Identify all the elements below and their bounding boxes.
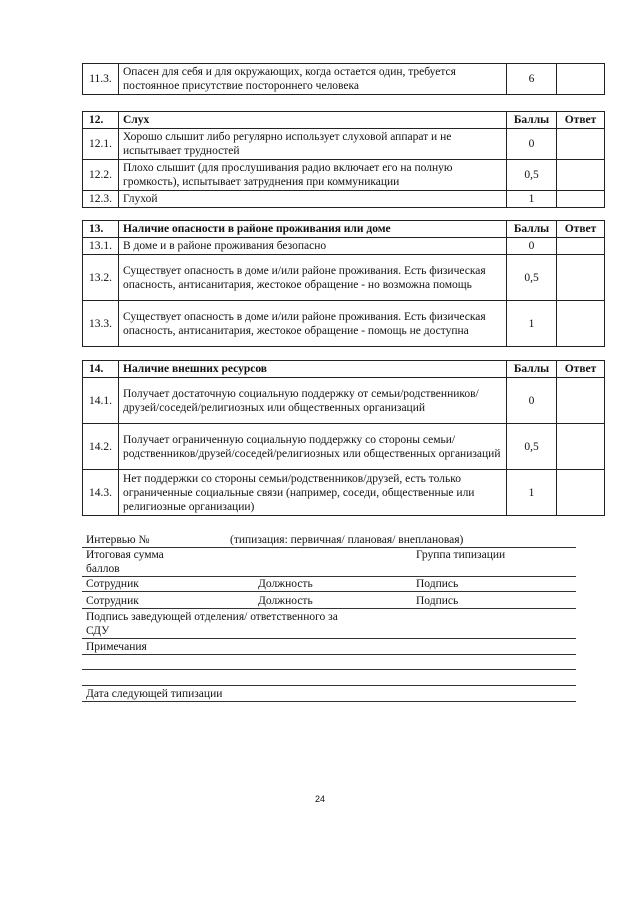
section-11-table — [82, 63, 605, 95]
next-date-label: Дата следующей типизации — [86, 688, 223, 700]
section-12-table — [82, 111, 605, 208]
typing-group-label: Группа типизации — [416, 549, 506, 561]
total-score-line — [82, 548, 576, 577]
table-row — [83, 424, 605, 470]
row-answer — [557, 255, 605, 301]
total-score-label-1: Итоговая сумма — [86, 549, 164, 561]
row-number: 14.3. — [83, 470, 119, 516]
notes-label: Примечания — [86, 641, 147, 653]
table-row — [83, 301, 605, 347]
page-number: 24 — [314, 794, 325, 804]
table-header-row — [83, 112, 605, 129]
row-number: 13.3. — [83, 301, 119, 347]
row-score: 0 — [507, 129, 557, 160]
row-text: Существует опасность в доме и/или районе проживания. Есть физическая опасность, антисанитария, жестокое обращение - но возможна помощь — [119, 255, 507, 301]
row-number: 13.1. — [83, 238, 119, 255]
row-score: 0 — [507, 238, 557, 255]
table-row — [83, 129, 605, 160]
employee-line-1 — [82, 577, 576, 592]
section-number: 12. — [83, 112, 119, 129]
row-score: 0 — [507, 378, 557, 424]
row-score: 1 — [507, 301, 557, 347]
interview-label: Интервью № — [86, 534, 150, 546]
head-signature-label-1: Подпись заведующей отделения/ ответственного за — [86, 611, 338, 623]
score-header: Баллы — [507, 361, 557, 378]
row-answer — [557, 424, 605, 470]
table-row — [83, 378, 605, 424]
row-text: Глухой — [119, 191, 507, 208]
section-13-table — [82, 220, 605, 347]
table-row — [83, 470, 605, 516]
row-number: 12.1. — [83, 129, 119, 160]
section-title: Слух — [119, 112, 507, 129]
row-score: 0,5 — [507, 424, 557, 470]
row-text: Существует опасность в доме и/или районе проживания. Есть физическая опасность, антисанитария, жестокое обращение - помощь не доступна — [119, 301, 507, 347]
employee-line-2 — [82, 594, 576, 609]
row-answer — [557, 238, 605, 255]
row-score: 1 — [507, 470, 557, 516]
row-text: В доме и в районе проживания безопасно — [119, 238, 507, 255]
section-title: Наличие опасности в районе проживания или доме — [119, 221, 507, 238]
signature-label: Подпись — [416, 595, 459, 607]
row-number: 12.2. — [83, 160, 119, 191]
answer-header: Ответ — [557, 361, 605, 378]
table-header-row — [83, 221, 605, 238]
row-answer — [557, 160, 605, 191]
row-score: 0,5 — [507, 160, 557, 191]
row-answer — [557, 301, 605, 347]
signature-label: Подпись — [416, 578, 459, 590]
position-label: Должность — [258, 595, 313, 607]
table-header-row — [83, 361, 605, 378]
next-date-line — [82, 687, 576, 702]
table-row — [83, 255, 605, 301]
row-score: 1 — [507, 191, 557, 208]
row-score: 6 — [507, 64, 557, 95]
employee-label: Сотрудник — [86, 578, 139, 590]
section-title: Наличие внешних ресурсов — [119, 361, 507, 378]
row-answer — [557, 64, 605, 95]
row-score: 0,5 — [507, 255, 557, 301]
score-header: Баллы — [507, 221, 557, 238]
row-number: 11.3. — [83, 64, 119, 95]
row-answer — [557, 470, 605, 516]
table-row — [83, 160, 605, 191]
row-text: Нет поддержки со стороны семьи/родственников/друзей, есть только ограниченные социальные связи (например, соседи, общественные или религиозные организации) — [119, 470, 507, 516]
section-14-table — [82, 360, 605, 516]
row-number: 14.2. — [83, 424, 119, 470]
total-score-label-2: баллов — [86, 563, 120, 575]
row-text: Опасен для себя и для окружающих, когда остается один, требуется постоянное присутствие постороннего человека — [119, 64, 507, 95]
section-number: 13. — [83, 221, 119, 238]
head-signature-label-2: СДУ — [86, 625, 110, 637]
row-text: Плохо слышит (для прослушивания радио включает его на полную громкость), испытывает затруднения при коммуникации — [119, 160, 507, 191]
answer-header: Ответ — [557, 221, 605, 238]
notes-line — [82, 640, 576, 655]
section-number: 14. — [83, 361, 119, 378]
row-number: 13.2. — [83, 255, 119, 301]
row-number: 14.1. — [83, 378, 119, 424]
answer-header: Ответ — [557, 112, 605, 129]
employee-label: Сотрудник — [86, 595, 139, 607]
head-signature-line — [82, 610, 576, 639]
row-answer — [557, 191, 605, 208]
interview-line — [82, 533, 576, 548]
row-text: Получает достаточную социальную поддержку от семьи/родственников/друзей/соседей/религиозных или общественных организаций — [119, 378, 507, 424]
row-answer — [557, 129, 605, 160]
table-row — [83, 238, 605, 255]
row-answer — [557, 378, 605, 424]
blank-line — [82, 685, 576, 686]
blank-line — [82, 669, 576, 670]
typing-label: (типизация: первичная/ плановая/ внеплановая) — [230, 534, 464, 546]
row-text: Хорошо слышит либо регулярно использует слуховой аппарат и не испытывает трудностей — [119, 129, 507, 160]
row-number: 12.3. — [83, 191, 119, 208]
position-label: Должность — [258, 578, 313, 590]
row-text: Получает ограниченную социальную поддержку со стороны семьи/родственников/друзей/соседей/религиозных или общественных организаций — [119, 424, 507, 470]
score-header: Баллы — [507, 112, 557, 129]
table-row — [83, 191, 605, 208]
table-row — [83, 64, 605, 95]
